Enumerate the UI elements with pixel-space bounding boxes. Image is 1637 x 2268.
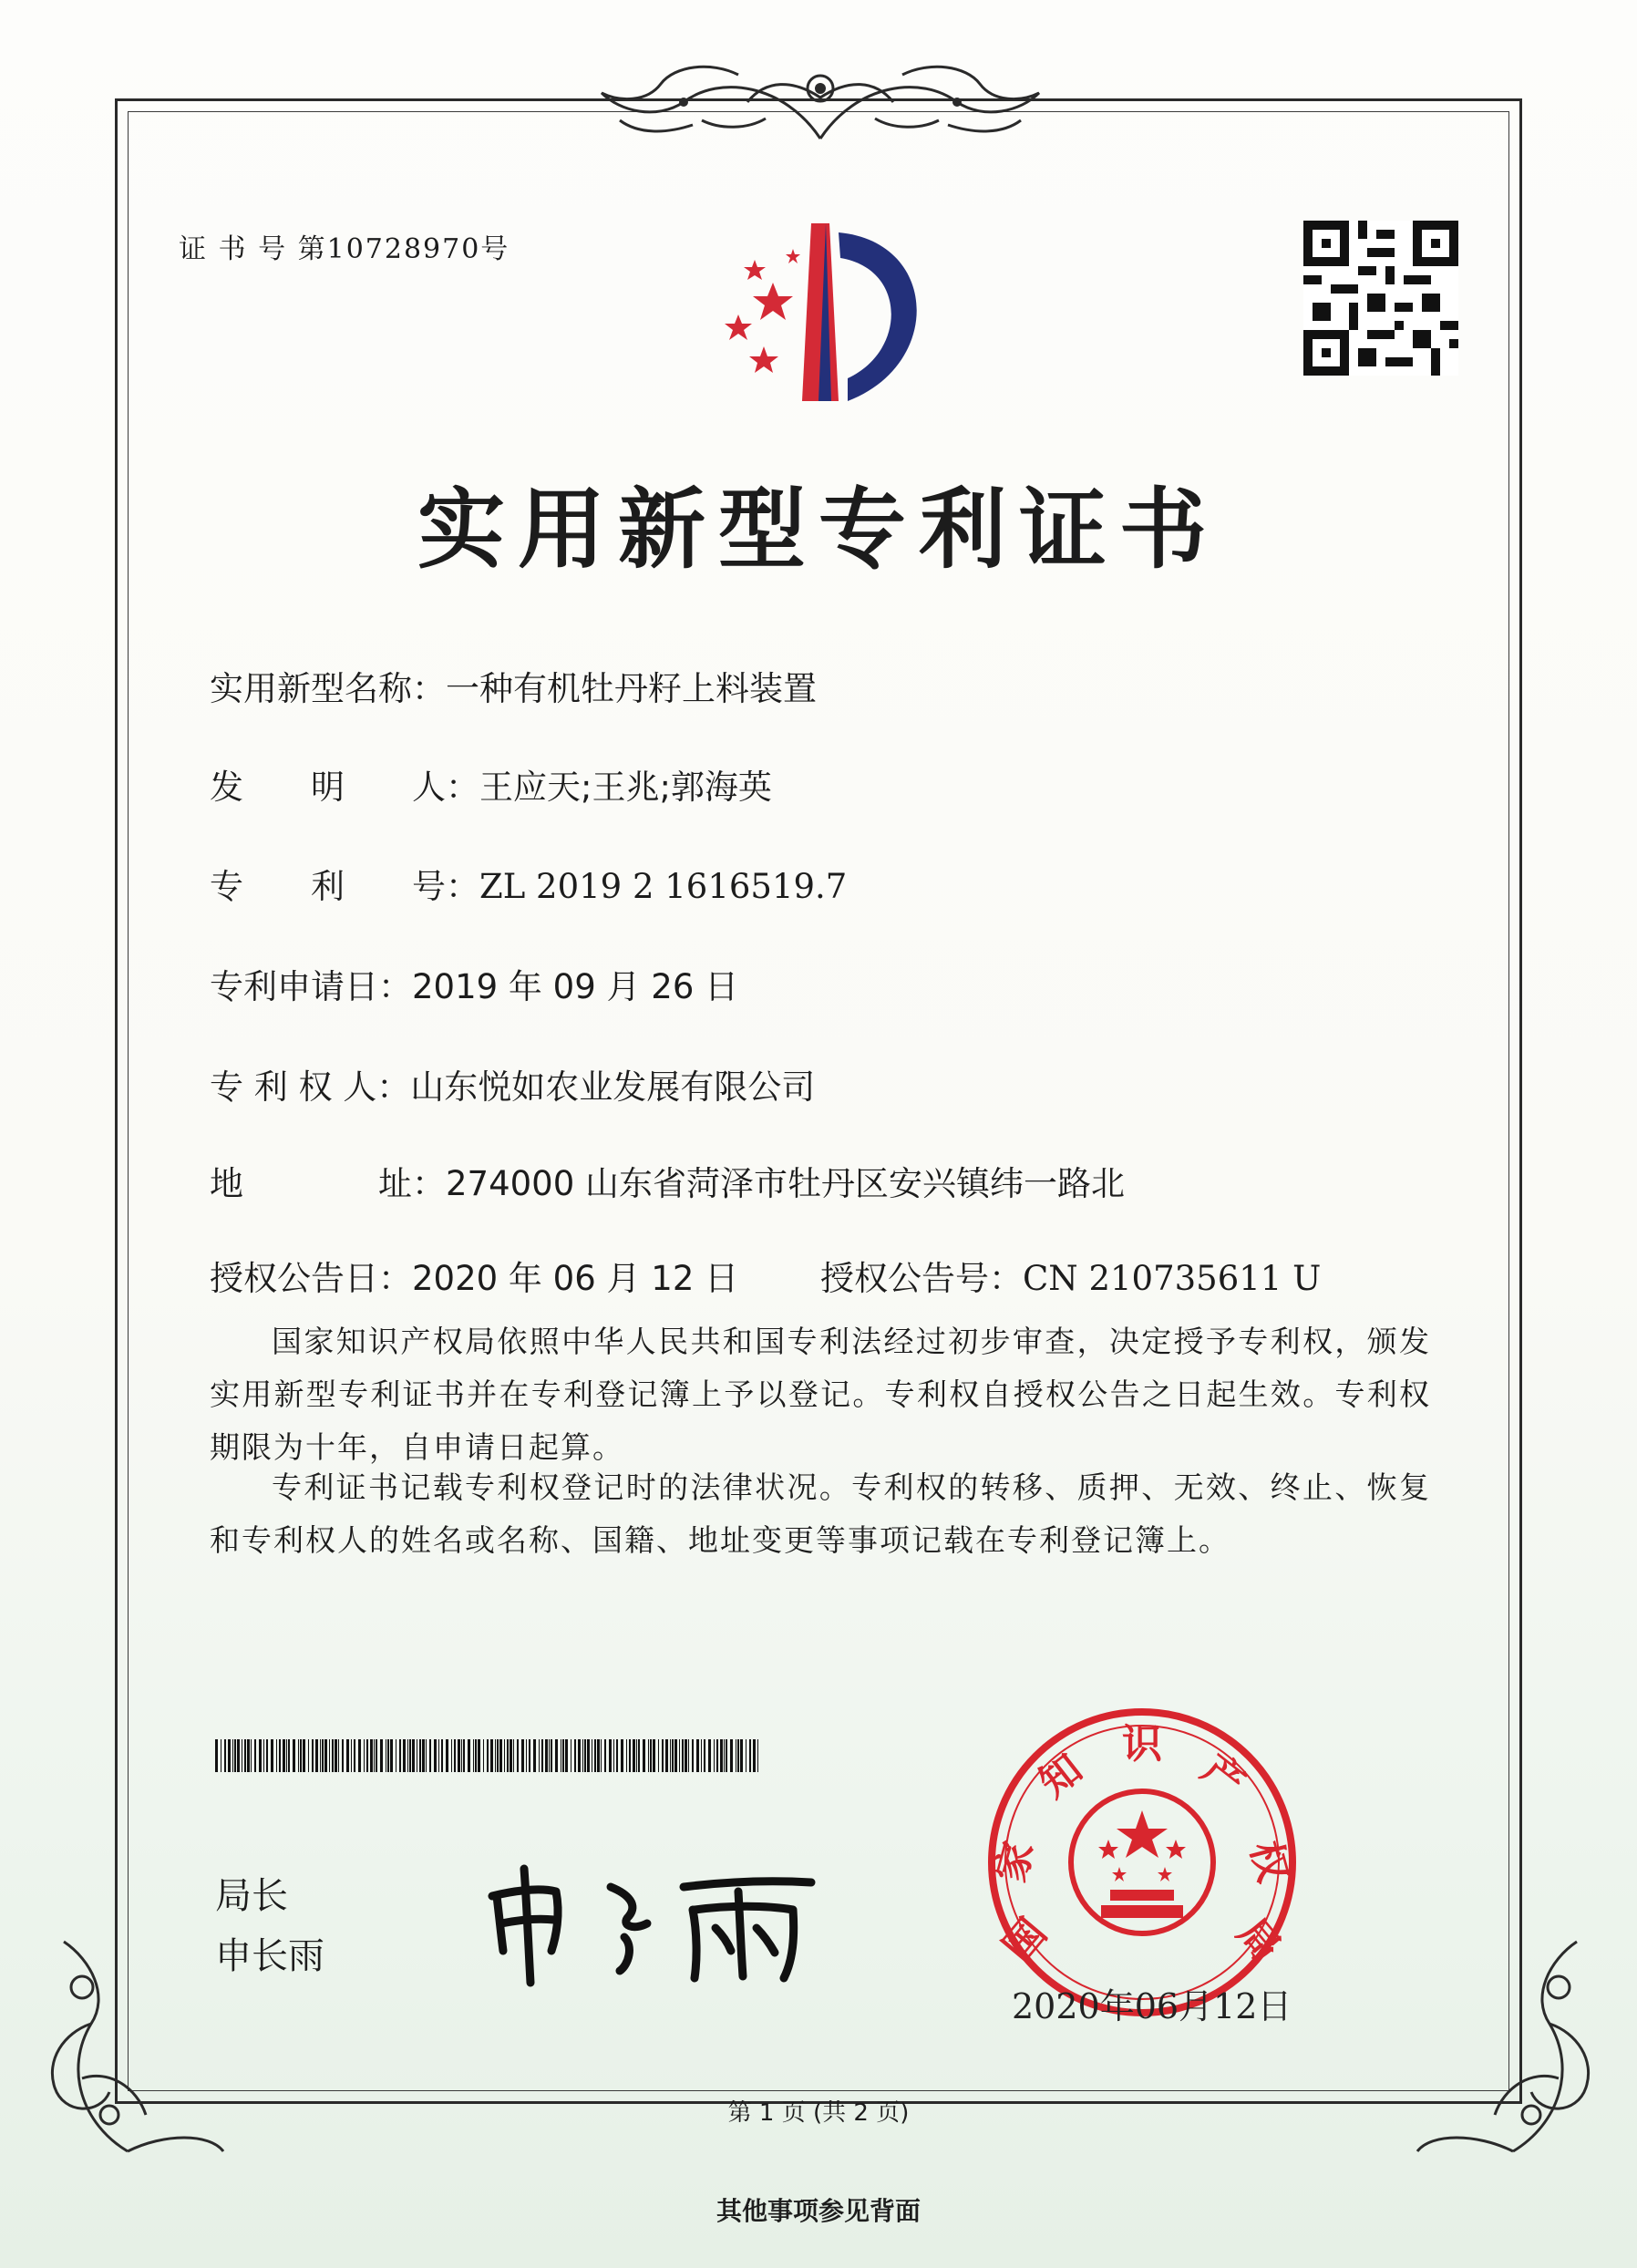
svg-text:知: 知 (1031, 1745, 1092, 1808)
svg-text:产: 产 (1192, 1745, 1253, 1808)
value-utility-model-name: 一种有机牡丹籽上料装置 (446, 669, 817, 708)
field-patent-number (210, 859, 847, 908)
bottom-right-ornament-icon (1404, 1905, 1613, 2170)
svg-text:识: 识 (1122, 1721, 1162, 1768)
label-grant-date: 授权公告日： (210, 1259, 412, 1298)
svg-text:家: 家 (987, 1836, 1044, 1888)
label-patentee: 专 利 权 人： (210, 1067, 411, 1107)
value-inventor: 王应天;王兆;郭海英 (479, 768, 772, 807)
value-address: 274000 山东省菏泽市牡丹区安兴镇纬一路北 (446, 1164, 1126, 1203)
seal-date: 2020年06月12日 (1012, 1986, 1292, 2026)
signature-icon (474, 1860, 839, 1987)
svg-text:局: 局 (1228, 1910, 1290, 1971)
field-grant-number (820, 1251, 1321, 1300)
svg-text:国: 国 (994, 1910, 1056, 1971)
value-grant-number: CN 210735611 U (1023, 1259, 1322, 1298)
label-address: 地 址： (210, 1164, 446, 1203)
field-utility-model-name (210, 661, 817, 710)
field-inventor (210, 759, 772, 809)
statement-paragraph-2: 专利证书记载专利权登记时的法律状况。专利权的转移、质押、无效、终止、恢复和专利权人的姓名或名称、国籍、地址变更等事项记载在专利登记簿上。 (210, 1469, 1431, 1558)
footer-note: 其他事项参见背面 (716, 2196, 921, 2226)
field-address (210, 1156, 1125, 1205)
label-patent-number: 专 利 号： (210, 867, 479, 906)
field-application-date (210, 959, 738, 1008)
svg-text:权: 权 (1241, 1836, 1297, 1888)
label-inventor: 发 明 人： (210, 768, 479, 807)
value-patent-number: ZL 2019 2 1616519.7 (479, 867, 848, 906)
director-name: 申长雨 (215, 1935, 324, 1977)
seal-icon (983, 1703, 1302, 2022)
certificate-title: 实用新型专利证书 (417, 478, 1220, 581)
statement-paragraph-1: 国家知识产权局依照中华人民共和国专利法经过初步审查，决定授予专利权，颁发实用新型专利证书并在专利登记簿上予以登记。专利权自授权公告之日起生效。专利权期限为十年，自申请日起算。 (210, 1324, 1431, 1465)
bottom-left-ornament-icon (27, 1905, 237, 2170)
barcode-icon (215, 1739, 760, 1772)
cnipa-logo-icon (702, 205, 948, 415)
label-grant-number: 授权公告号： (820, 1259, 1023, 1298)
value-patentee: 山东悦如农业发展有限公司 (410, 1067, 816, 1107)
value-grant-date: 2020 年 06 月 12 日 (412, 1259, 739, 1298)
field-patentee (210, 1059, 815, 1108)
label-utility-model-name: 实用新型名称： (210, 669, 446, 708)
value-application-date: 2019 年 09 月 26 日 (412, 967, 739, 1006)
qr-code-icon (1303, 221, 1458, 376)
director-title: 局长 (215, 1875, 288, 1917)
top-ornament-icon (565, 47, 1076, 148)
page-number: 第 1 页 (共 2 页) (727, 2099, 910, 2127)
field-grant-date (210, 1251, 738, 1300)
label-application-date: 专利申请日： (210, 967, 412, 1006)
certificate-number: 证 书 号 第10728970号 (179, 233, 510, 265)
